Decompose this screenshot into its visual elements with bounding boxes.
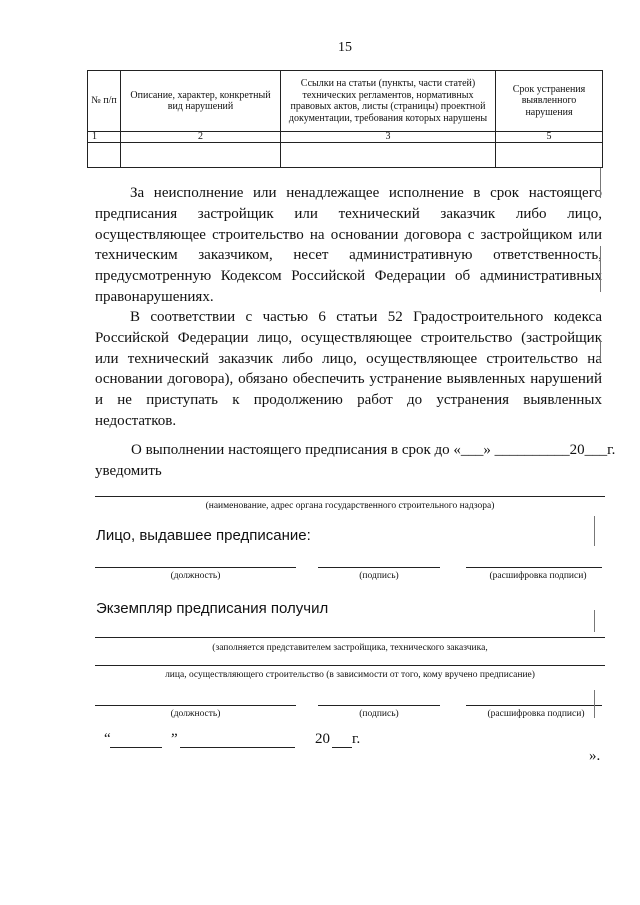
receiver-field-line-1[interactable]	[95, 637, 605, 638]
liability-paragraph: За неисполнение или ненадлежащее исполнение в срок настоящего предписания застройщик или технический заказчик либо лицо, осуществляющее строительство на основании договора с застройщиком или техническим заказчиком, несет административную ответственность, предусмотренную Кодексом Российской Федерации об административных правонарушениях.	[95, 185, 602, 305]
issuer-signature-line[interactable]	[318, 567, 440, 568]
receiver-signature-caption: (подпись)	[359, 709, 399, 719]
column-number: 2	[121, 132, 281, 143]
date-year-suffix: г.	[352, 731, 361, 747]
table-cell[interactable]	[281, 143, 496, 168]
notify-label: уведомить	[95, 463, 162, 479]
table-column-numbers-row	[88, 132, 603, 143]
column-number: 1	[88, 132, 121, 143]
scan-mark	[600, 246, 601, 292]
receiver-position-caption: (должность)	[170, 709, 221, 719]
date-month-line[interactable]	[180, 747, 295, 748]
date-close-quote: ”	[171, 731, 178, 747]
receiver-signature-line[interactable]	[318, 705, 440, 706]
receiver-decoding-line[interactable]	[466, 705, 602, 706]
issuer-signature-caption: (подпись)	[359, 571, 399, 581]
date-day-line[interactable]	[110, 747, 162, 748]
receiver-label: Экземпляр предписания получил	[96, 600, 329, 617]
table-cell[interactable]	[496, 143, 603, 168]
scan-mark	[594, 610, 595, 632]
date-year-line[interactable]	[332, 747, 352, 748]
scan-mark	[600, 340, 601, 362]
receiver-decoding-caption: (расшифровка подписи)	[487, 709, 585, 719]
header-deadline: Срок устранения выявленного нарушения	[496, 71, 603, 132]
issuer-label: Лицо, выдавшее предписание:	[96, 527, 311, 544]
closing-mark: ».	[589, 748, 601, 764]
table-row	[88, 143, 603, 168]
table-cell[interactable]	[88, 143, 121, 168]
header-number: № п/п	[88, 71, 121, 132]
code-reference-paragraph: В соответствии с частью 6 статьи 52 Градостроительного кодекса Российской Федерации лицо, осуществляющее строительство (застройщик или технический заказчик либо лицо, осуществляющее строительство на основании договора), обязано обеспечить устранение выявленных нарушений и не приступать к продолжению работ до устранения выявленных недостатков.	[95, 309, 602, 429]
issuer-decoding-caption: (расшифровка подписи)	[489, 571, 587, 581]
scan-mark	[600, 168, 601, 198]
date-open-quote: “	[104, 731, 111, 747]
date-year-prefix: 20	[315, 731, 330, 747]
issuer-position-caption: (должность)	[170, 571, 221, 581]
authority-caption: (наименование, адрес органа государственного строительного надзора)	[205, 501, 495, 511]
scan-mark	[594, 690, 595, 718]
table-cell[interactable]	[121, 143, 281, 168]
issuer-decoding-line[interactable]	[466, 567, 602, 568]
header-description: Описание, характер, конкретный вид нарушений	[121, 71, 281, 132]
column-number: 5	[496, 132, 603, 143]
notify-deadline-text: О выполнении настоящего предписания в срок до «___» __________20___г.	[131, 442, 616, 458]
receiver-field-line-2[interactable]	[95, 665, 605, 666]
page-number: 15	[338, 40, 352, 55]
scan-mark	[594, 516, 595, 546]
issuer-position-line[interactable]	[95, 567, 296, 568]
table-header-row	[88, 71, 603, 132]
column-number: 3	[281, 132, 496, 143]
receiver-caption-2: лица, осуществляющего строительство (в зависимости от того, кому вручено предписание)	[165, 670, 535, 680]
authority-field-line[interactable]	[95, 496, 605, 497]
receiver-caption-1: (заполняется представителем застройщика, технического заказчика,	[212, 643, 488, 653]
receiver-position-line[interactable]	[95, 705, 296, 706]
violations-table	[87, 70, 603, 168]
header-references: Ссылки на статьи (пункты, части статей) технических регламентов, нормативных правовых актов, листы (страницы) проектной документации, требования которых нарушены	[281, 71, 496, 132]
